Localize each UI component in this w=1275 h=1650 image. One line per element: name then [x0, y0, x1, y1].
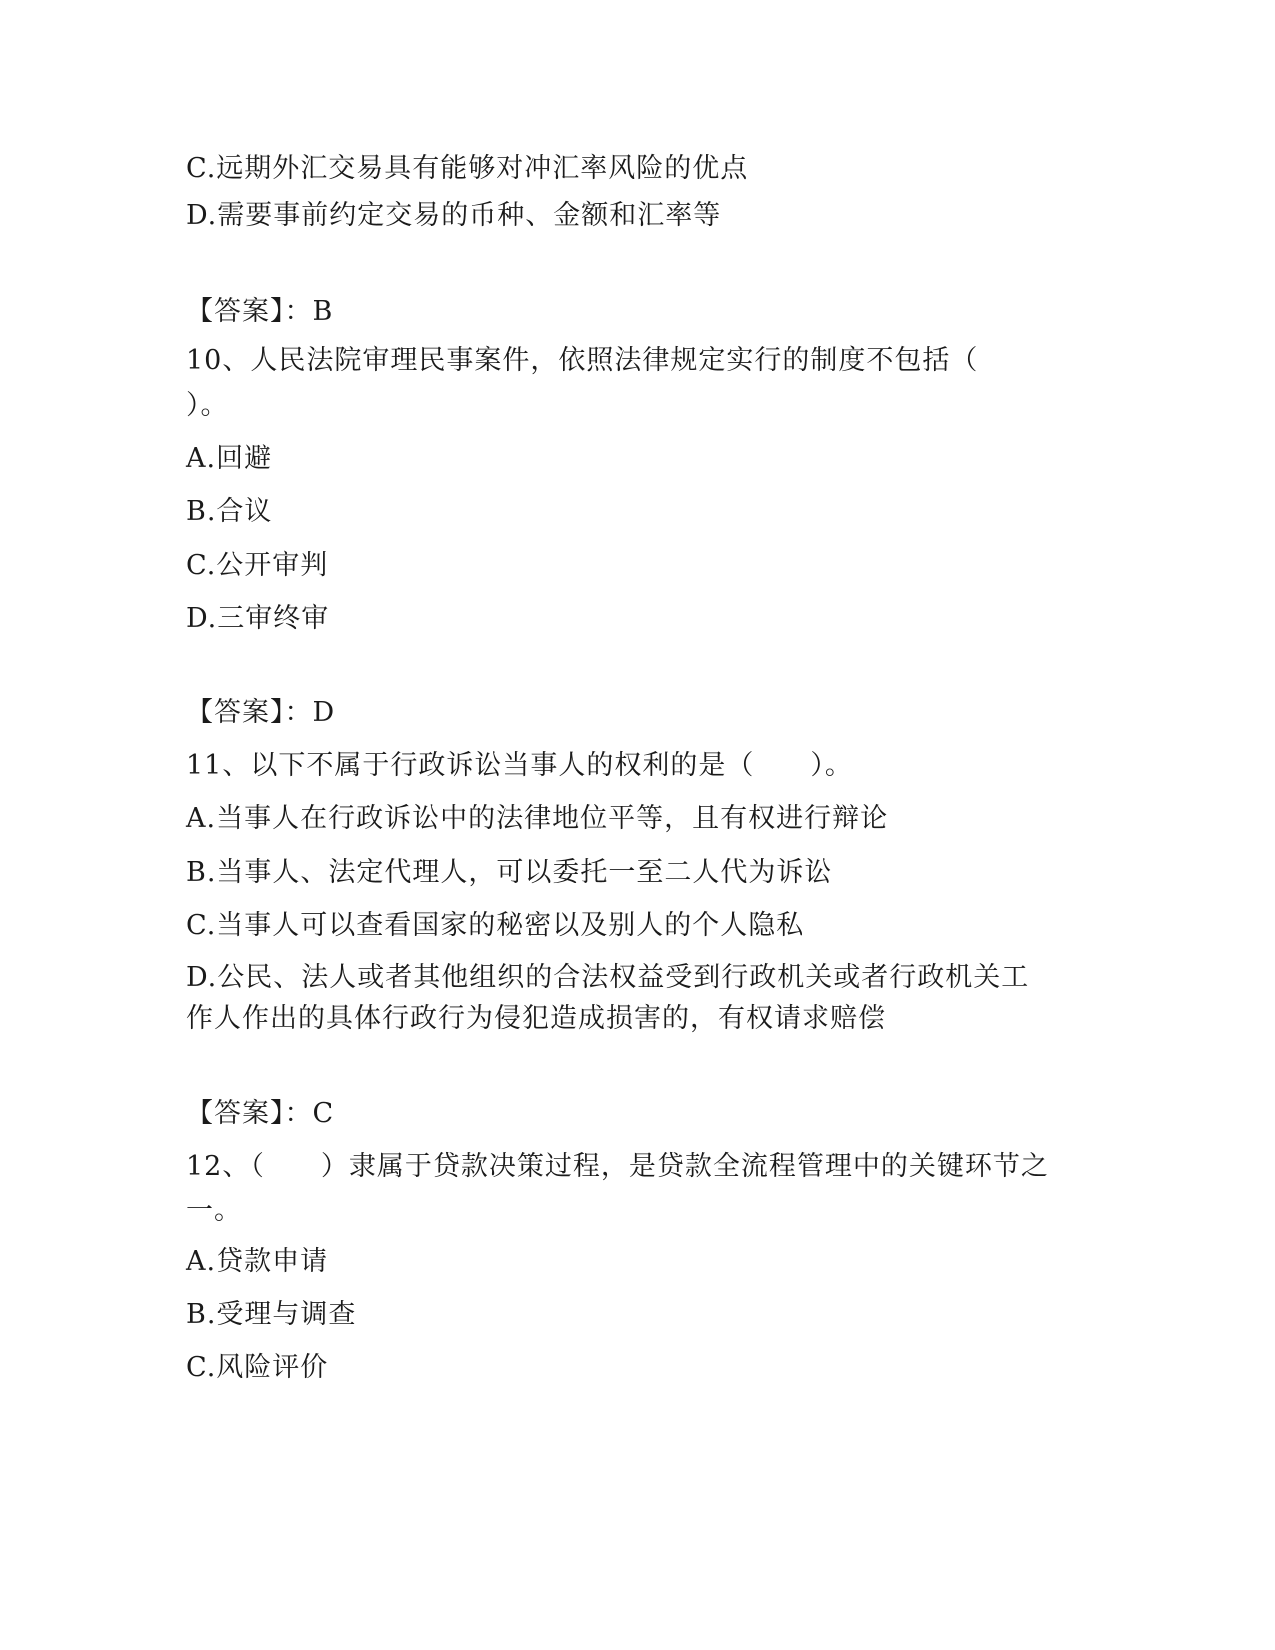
q12-option-b: B.受理与调查 [186, 1299, 357, 1330]
q11-stem: 11、以下不属于行政诉讼当事人的权利的是（ ）。 [186, 750, 853, 781]
q11-option-d-line-2: 作人作出的具体行政行为侵犯造成损害的，有权请求赔偿 [186, 1003, 886, 1034]
q10-stem-line-2: ）。 [186, 390, 229, 421]
q10-option-a: A.回避 [186, 443, 273, 474]
q12-option-c: C.风险评价 [186, 1352, 329, 1383]
q9-option-d: D.需要事前约定交易的币种、金额和汇率等 [186, 200, 722, 231]
q10-option-c: C.公开审判 [186, 550, 329, 581]
q9-option-c: C.远期外汇交易具有能够对冲汇率风险的优点 [186, 153, 749, 184]
q11-option-b: B.当事人、法定代理人，可以委托一至二人代为诉讼 [186, 857, 833, 888]
q12-option-a: A.贷款申请 [186, 1246, 329, 1277]
q11-option-d-line-1: D.公民、法人或者其他组织的合法权益受到行政机关或者行政机关工 [186, 962, 1030, 993]
q12-stem-line-1: 12、（ ）隶属于贷款决策过程，是贷款全流程管理中的关键环节之 [186, 1151, 1049, 1182]
q10-option-d: D.三审终审 [186, 603, 330, 634]
q10-option-b: B.合议 [186, 496, 273, 527]
q10-stem-line-1: 10、人民法院审理民事案件，依照法律规定实行的制度不包括（ [186, 345, 979, 376]
q10-answer: 【答案】：D [186, 697, 336, 728]
q11-option-a: A.当事人在行政诉讼中的法律地位平等，且有权进行辩论 [186, 803, 889, 834]
q9-answer: 【答案】：B [186, 296, 334, 327]
q11-option-c: C.当事人可以查看国家的秘密以及别人的个人隐私 [186, 910, 805, 941]
q11-answer: 【答案】：C [186, 1098, 335, 1129]
q12-stem-line-2: 一。 [186, 1195, 242, 1226]
